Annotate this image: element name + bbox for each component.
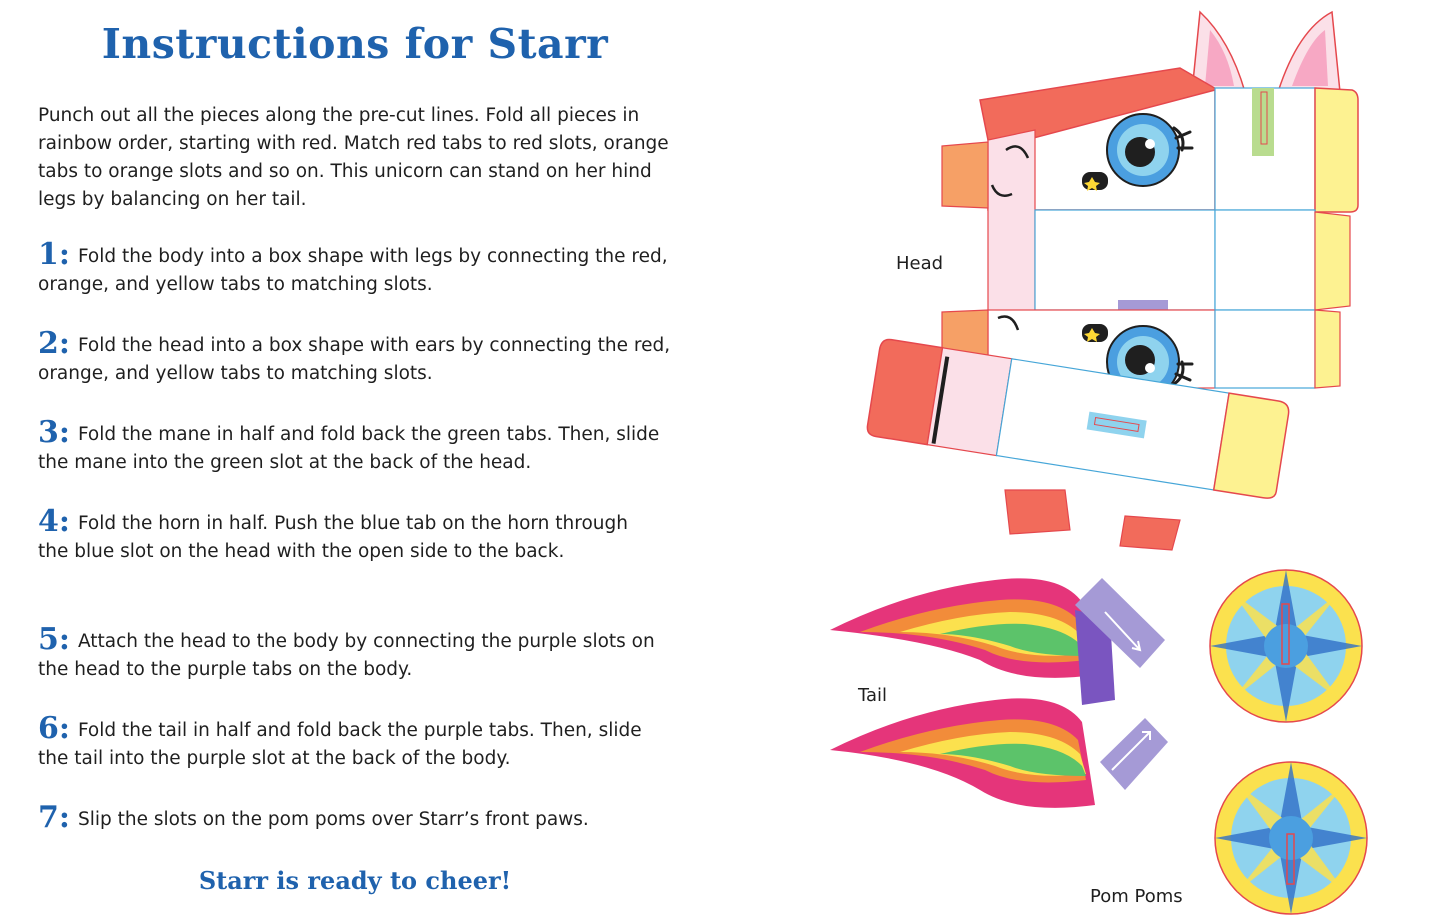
- head-label: Head: [896, 253, 944, 274]
- step-text: Attach the head to the body by connecting the purple slots on the head to the purple tabs on the body.: [38, 631, 655, 680]
- intro-paragraph: Punch out all the pieces along the pre-cut lines. Fold all pieces in rainbow order, starting with red. Match red tabs to red slots, orange tabs to orange slots and so on. This unicorn can stand on her hind legs by balancing on her tail.: [38, 105, 669, 210]
- head-yellow-flap: [1315, 88, 1358, 212]
- step-text: Slip the slots on the pom poms over Starr’s front paws.: [77, 809, 589, 830]
- head-cutout: [942, 12, 1358, 410]
- pom-pom-bottom: [1215, 762, 1367, 914]
- step-3: [38, 415, 688, 477]
- step-7: [38, 800, 688, 835]
- pom-poms-label: Pom Poms: [1090, 886, 1183, 907]
- step-text: Fold the body into a box shape with legs by connecting the red, orange, and yellow tabs to matching slots.: [38, 246, 668, 295]
- step-number: 6:: [38, 711, 70, 746]
- head-orange-tab-top: [942, 142, 988, 208]
- step-number: 4:: [38, 504, 70, 539]
- tail-cutout: [830, 578, 1168, 808]
- tail-tab-bottom: [1100, 718, 1168, 790]
- instructions-panel: [0, 0, 720, 923]
- cutout-illustration: [820, 0, 1445, 923]
- step-2: [38, 326, 688, 388]
- step-text: Fold the mane in half and fold back the green tabs. Then, slide the mane into the green slot at the back of the head.: [38, 424, 660, 473]
- closing-line: Starr is ready to cheer!: [198, 866, 512, 895]
- head-middle-panel: [1035, 210, 1215, 310]
- step-text: Fold the tail in half and fold back the purple tabs. Then, slide the tail into the purple slot at the back of the body.: [38, 720, 642, 769]
- step-1: [38, 237, 688, 299]
- step-number: 2:: [38, 326, 70, 361]
- pom-pom-top: [1210, 570, 1362, 722]
- page-title: Instructions for Starr: [101, 20, 609, 68]
- step-5: [38, 622, 688, 684]
- body-leg-left: [1005, 490, 1070, 534]
- head-yellow-flap-middle: [1315, 212, 1350, 310]
- step-number: 3:: [38, 415, 70, 450]
- step-number: 7:: [38, 800, 70, 835]
- tail-label: Tail: [858, 685, 888, 706]
- step-text: Fold the horn in half. Push the blue tab on the horn through the blue slot on the head with the open side to the back.: [38, 513, 628, 562]
- body-leg-right: [1120, 516, 1180, 550]
- step-number: 1:: [38, 237, 70, 272]
- green-slot: [1252, 88, 1274, 156]
- step-6: [38, 711, 658, 773]
- step-text: Fold the head into a box shape with ears by connecting the red, orange, and yellow tabs to matching slots.: [38, 335, 671, 384]
- step-4: [38, 504, 638, 566]
- step-number: 5:: [38, 622, 70, 657]
